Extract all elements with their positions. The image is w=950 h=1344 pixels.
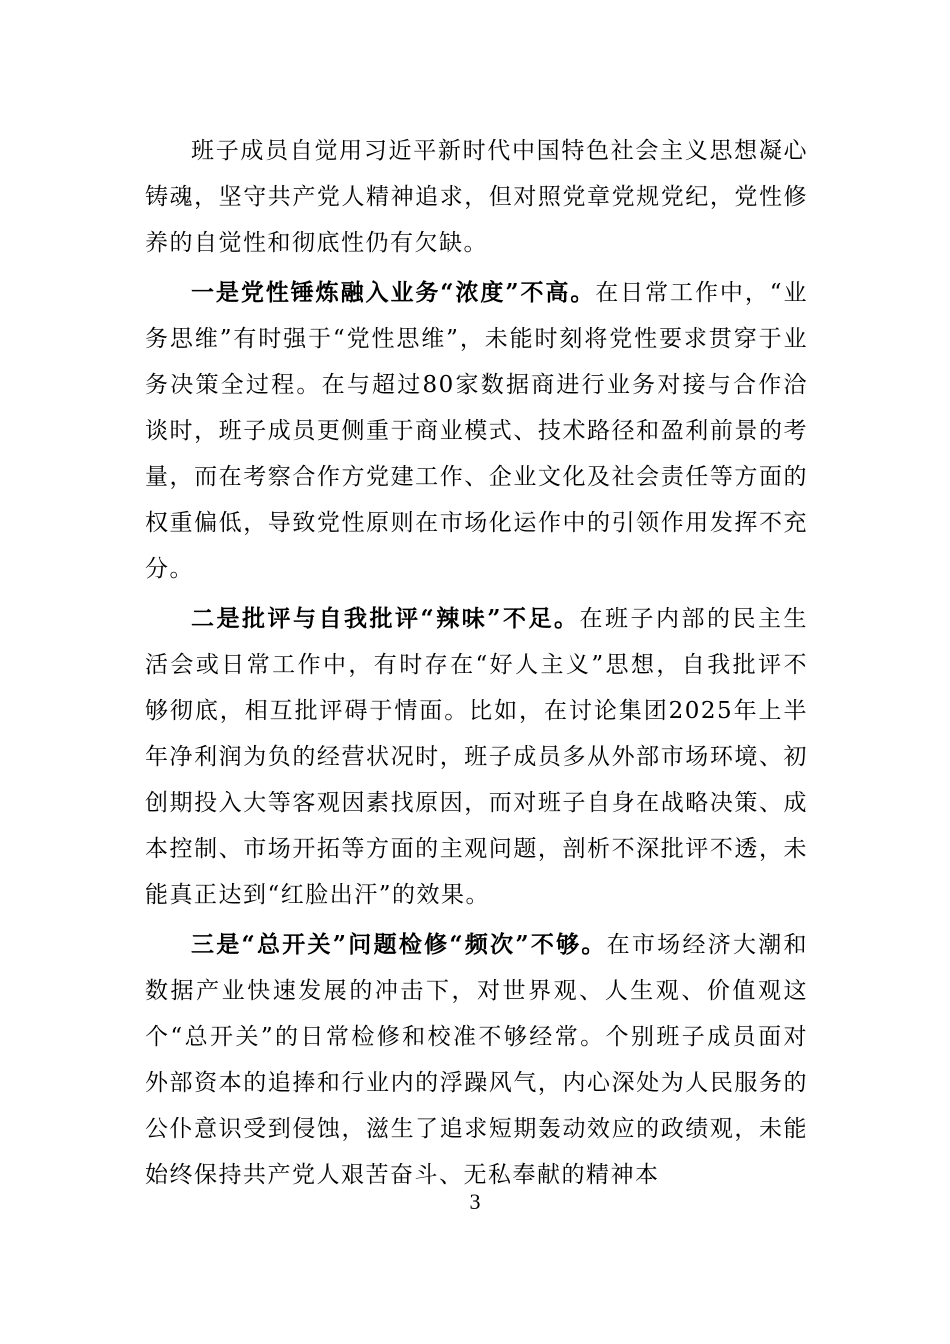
- paragraph-point-1: [145, 270, 808, 592]
- page-number: 3: [469, 1189, 481, 1214]
- paragraph-lead: 三是“总开关”问题检修“频次”不够。: [191, 931, 607, 958]
- paragraph-lead: 二是批评与自我批评“辣味”不足。: [191, 605, 580, 632]
- paragraph-text: 在班子内部的民主生活会或日常工作中，有时存在“好人主义”思想，自我批评不够彻底，相互批评碍于情面。比如，在讨论集团2025年上半年净利润为负的经营状况时，班子成员多从外部市场环境、初创期投入大等客观因素找原因，而对班子自身在战略决策、成本控制、市场开拓等方面的主观问题，剖析不深批评不透，未能真正达到“红脸出汗”的效果。: [145, 606, 808, 908]
- paragraph-lead: 一是党性锤炼融入业务“浓度”不高。: [191, 279, 596, 306]
- paragraph-point-2: [145, 596, 808, 918]
- document-body: [145, 128, 808, 1202]
- paragraph-text: 在市场经济大潮和数据产业快速发展的冲击下，对世界观、人生观、价值观这个“总开关”的日常检修和校准不够经常。个别班子成员面对外部资本的追捧和行业内的浮躁风气，内心深处为人民服务的公仆意识受到侵蚀，滋生了追求短期轰动效应的政绩观，未能始终保持共产党人艰苦奋斗、无私奉献的精神本: [145, 932, 808, 1188]
- paragraph-text: 在日常工作中，“业务思维”有时强于“党性思维”，未能时刻将党性要求贯穿于业务决策全过程。在与超过80家数据商进行业务对接与合作洽谈时，班子成员更侧重于商业模式、技术路径和盈利前景的考量，而在考察合作方党建工作、企业文化及社会责任等方面的权重偏低，导致党性原则在市场化运作中的引领作用发挥不充分。: [145, 280, 808, 582]
- paragraph-intro: [145, 128, 808, 266]
- paragraph-text: 班子成员自觉用习近平新时代中国特色社会主义思想凝心铸魂，坚守共产党人精神追求，但对照党章党规党纪，党性修养的自觉性和彻底性仍有欠缺。: [145, 138, 808, 256]
- paragraph-point-3: [145, 922, 808, 1198]
